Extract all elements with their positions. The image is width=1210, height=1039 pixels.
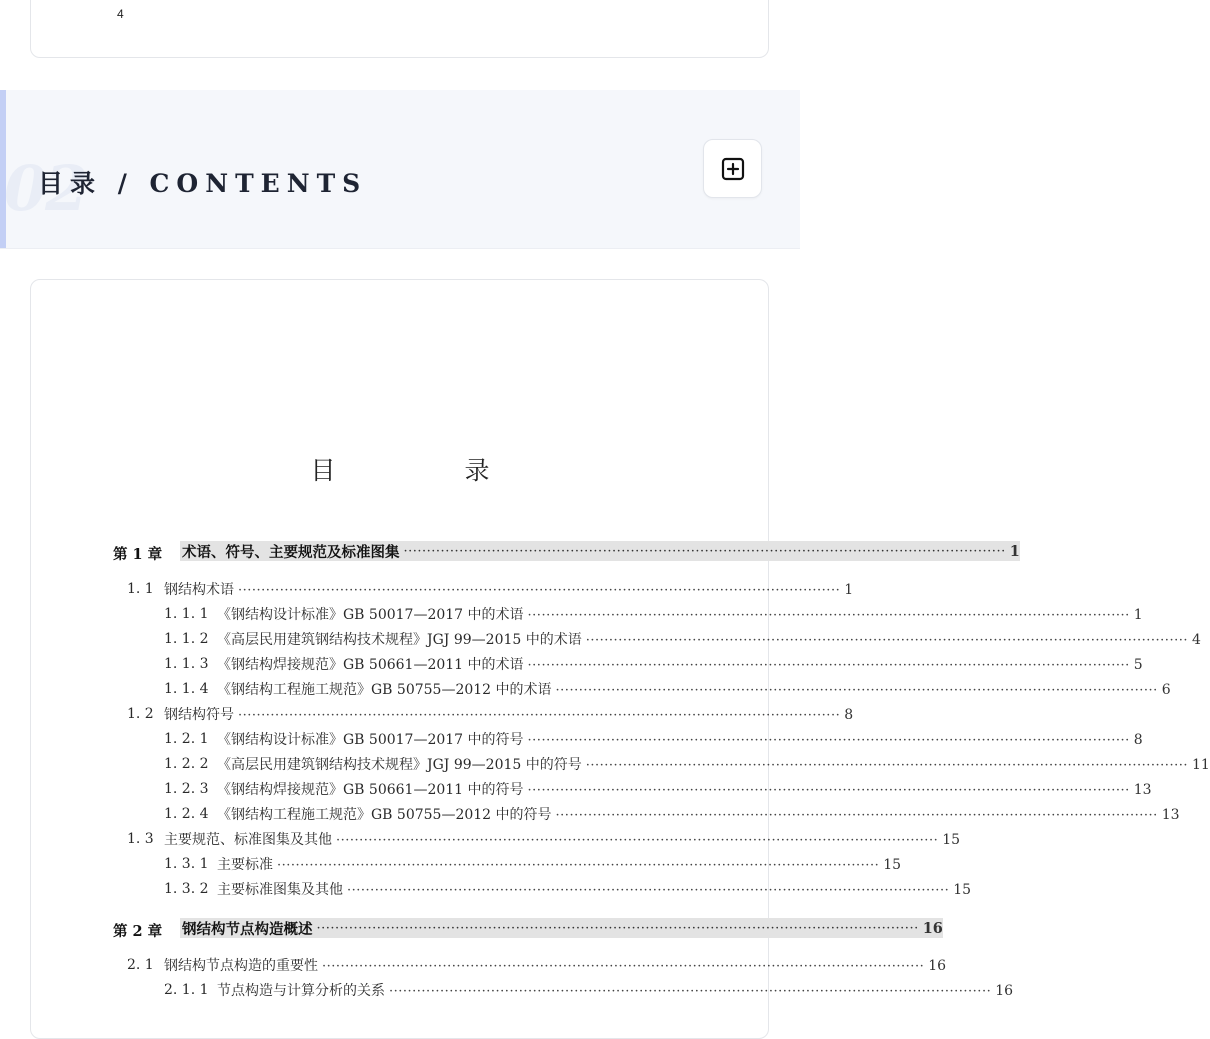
toc-entry[interactable] — [164, 955, 947, 975]
toc-entry-number: 1. 2. 1 — [164, 731, 209, 747]
toc-entry[interactable] — [164, 579, 854, 599]
previous-page-card — [30, 0, 769, 58]
toc-page-number: 1 — [844, 582, 854, 598]
toc-entry[interactable] — [217, 629, 1201, 649]
toc-page-number: 6 — [1161, 682, 1171, 698]
section-header — [0, 90, 800, 249]
toc-entry-title: 术语、符号、主要规范及标准图集 — [182, 543, 400, 561]
toc-dot-leader: ·································································································································· — [238, 708, 841, 723]
toc-entry-number: 1. 2 — [127, 706, 154, 722]
toc-entry[interactable] — [180, 918, 943, 938]
toc-page-number: 11 — [1191, 757, 1210, 773]
toc-page-number: 16 — [995, 983, 1014, 999]
toc-entry[interactable] — [180, 541, 1020, 561]
toc-entry-title: 《钢结构工程施工规范》GB 50755—2012 中的术语 — [217, 682, 552, 698]
toc-page-number: 1 — [1133, 607, 1143, 623]
toc-dot-leader: ·································································································································· — [347, 883, 950, 898]
toc-dot-leader: ·································································································································· — [527, 783, 1130, 798]
toc-entry-title: 《高层民用建筑钢结构技术规程》JGJ 99—2015 中的术语 — [217, 632, 582, 648]
toc-page-number: 15 — [953, 882, 972, 898]
toc-entry-number: 1. 3. 2 — [164, 881, 209, 897]
toc-entry-title: 《钢结构焊接规范》GB 50661—2011 中的术语 — [217, 657, 524, 673]
toc-page-number: 4 — [1191, 632, 1201, 648]
toc-entry-number: 1. 3. 1 — [164, 856, 209, 872]
toc-dot-leader: ·································································································································· — [527, 608, 1130, 623]
toc-entry[interactable] — [217, 679, 1171, 699]
toc-page-number: 8 — [1133, 732, 1143, 748]
toc-entry-number: 1. 2. 2 — [164, 756, 209, 772]
toc-dot-leader: ·································································································································· — [585, 758, 1188, 773]
toc-page-number: 15 — [942, 832, 961, 848]
toc-entry-number: 1. 1 — [127, 581, 154, 597]
toc-page-number: 16 — [928, 958, 947, 974]
toc-entry-title: 《高层民用建筑钢结构技术规程》JGJ 99—2015 中的符号 — [217, 757, 582, 773]
toc-entry[interactable] — [217, 729, 1143, 749]
toc-entry-title: 钢结构符号 — [164, 707, 234, 723]
toc-entry-number: 1. 3 — [127, 831, 154, 847]
toc-entry-number: 第 1 章 — [113, 546, 163, 563]
toc-entry-number: 1. 1. 3 — [164, 656, 209, 672]
toc-dot-leader: ·································································································································· — [336, 833, 939, 848]
toc-dot-leader: ·································································································································· — [585, 633, 1188, 648]
toc-entry-title: 钢结构节点构造概述 — [182, 920, 313, 938]
expand-button[interactable] — [703, 139, 762, 198]
section-title: 目录 / CONTENTS — [38, 169, 368, 198]
toc-entry[interactable] — [217, 604, 1143, 624]
plus-square-icon — [720, 156, 746, 182]
toc-entry-number: 1. 2. 3 — [164, 781, 209, 797]
toc-entry-number: 1. 1. 2 — [164, 631, 209, 647]
toc-entry[interactable] — [217, 980, 1014, 1000]
toc-page-number: 16 — [922, 919, 943, 937]
toc-entry-number: 1. 1. 4 — [164, 681, 209, 697]
toc-dot-leader: ·································································································································· — [403, 543, 1006, 559]
toc-entry-title: 主要标准 — [217, 857, 273, 873]
toc-entry-title: 主要标准图集及其他 — [217, 882, 343, 898]
toc-entry-title: 钢结构术语 — [164, 582, 234, 598]
toc-entry-title: 主要规范、标准图集及其他 — [164, 832, 332, 848]
toc-dot-leader: ·································································································································· — [238, 583, 841, 598]
toc-entry-title: 节点构造与计算分析的关系 — [217, 983, 385, 999]
toc-entry-title: 《钢结构设计标准》GB 50017—2017 中的符号 — [217, 732, 524, 748]
toc-page-number: 15 — [883, 857, 902, 873]
chapter-highlight — [180, 918, 943, 938]
toc-entry[interactable] — [217, 779, 1152, 799]
toc-dot-leader: ·································································································································· — [277, 858, 880, 873]
toc-entry[interactable] — [217, 754, 1210, 774]
toc-dot-leader: ·································································································································· — [316, 920, 919, 936]
toc-entry-title: 钢结构节点构造的重要性 — [164, 958, 318, 974]
toc-page-number: 13 — [1161, 807, 1180, 823]
toc-entry[interactable] — [217, 654, 1143, 674]
toc-entry-number: 1. 2. 4 — [164, 806, 209, 822]
toc-entry-number: 1. 1. 1 — [164, 606, 209, 622]
toc-entry-title: 《钢结构焊接规范》GB 50661—2011 中的符号 — [217, 782, 524, 798]
toc-dot-leader: ·································································································································· — [555, 808, 1158, 823]
toc-entry[interactable] — [217, 854, 902, 874]
toc-entry[interactable] — [164, 704, 854, 724]
toc-dot-leader: ·································································································································· — [322, 959, 925, 974]
toc-page-number: 5 — [1133, 657, 1143, 673]
toc-entry-title: 《钢结构设计标准》GB 50017—2017 中的术语 — [217, 607, 524, 623]
toc-entry[interactable] — [217, 879, 972, 899]
toc-dot-leader: ·································································································································· — [527, 733, 1130, 748]
page-number: 4 — [117, 7, 124, 21]
toc-dot-leader: ·································································································································· — [555, 683, 1158, 698]
toc-entry-number: 第 2 章 — [113, 923, 163, 940]
toc-entry[interactable] — [217, 804, 1180, 824]
toc-dot-leader: ·································································································································· — [389, 984, 992, 999]
toc-page-number: 8 — [844, 707, 854, 723]
toc-page-number: 13 — [1133, 782, 1152, 798]
toc-entry-number: 2. 1. 1 — [164, 982, 209, 998]
toc-dot-leader: ·································································································································· — [527, 658, 1130, 673]
toc-entry-title: 《钢结构工程施工规范》GB 50755—2012 中的符号 — [217, 807, 552, 823]
toc-page-number: 1 — [1009, 542, 1020, 560]
section-background-number: 02 — [4, 152, 87, 225]
toc-entry[interactable] — [164, 829, 961, 849]
chapter-highlight — [180, 541, 1020, 561]
toc-entry-number: 2. 1 — [127, 957, 154, 973]
document-title: 目 录 — [310, 456, 542, 485]
